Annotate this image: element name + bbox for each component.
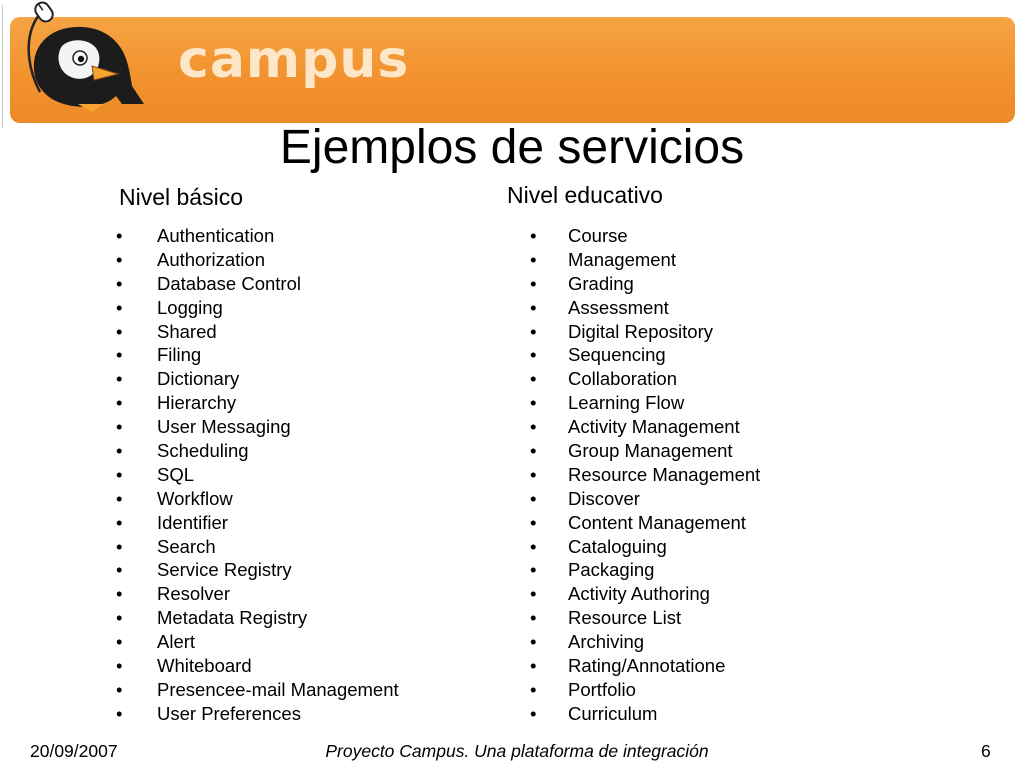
bullet-marker: •: [116, 535, 123, 557]
page-number: 6: [981, 741, 991, 761]
penguin-mascot-icon: [18, 0, 148, 118]
list-item-label: Grading: [568, 272, 634, 294]
list-item-label: Search: [157, 535, 216, 557]
bullet-marker: •: [116, 463, 123, 485]
list-item-label: Digital Repository: [568, 320, 713, 342]
list-item-label: Portfolio: [568, 678, 636, 700]
list-item-label: User Messaging: [157, 416, 291, 438]
bullet-marker: •: [116, 678, 123, 700]
list-item-label: Filing: [157, 344, 202, 366]
list-item-label: Authentication: [157, 225, 275, 246]
list-item-label: Discover: [568, 487, 640, 509]
list-item-label: Resolver: [157, 583, 230, 605]
bullet-marker: •: [530, 463, 537, 485]
list-item-label: Whiteboard: [157, 655, 252, 677]
list-item-label: Packaging: [568, 559, 655, 581]
list-item-label: Course: [568, 225, 628, 246]
bullet-marker: •: [116, 583, 123, 605]
bullet-marker: •: [530, 702, 537, 724]
list-item-label: Logging: [157, 296, 223, 318]
bullet-marker: •: [116, 368, 123, 390]
bullet-marker: •: [530, 583, 537, 605]
list-item-label: Identifier: [157, 511, 228, 533]
list-item-label: Management: [568, 248, 676, 270]
bullet-marker: •: [530, 655, 537, 677]
bullet-marker: •: [530, 487, 537, 509]
brand-wordmark: campus: [178, 30, 410, 90]
header-banner: [10, 17, 1015, 123]
footer-caption: Proyecto Campus. Una plataforma de integración: [325, 741, 709, 761]
bullet-marker: •: [116, 320, 123, 342]
list-item-label: User Preferences: [157, 702, 301, 724]
bullet-marker: •: [530, 631, 537, 653]
list-item-label: Authorization: [157, 248, 265, 270]
list-item-label: Metadata Registry: [157, 607, 308, 629]
list-item-label: Shared: [157, 320, 217, 342]
footer-date: 20/09/2007: [30, 741, 118, 761]
bullet-marker: •: [530, 368, 537, 390]
bullet-marker: •: [116, 607, 123, 629]
slide-title: Ejemplos de servicios: [279, 121, 745, 174]
bullet-marker: •: [116, 296, 123, 318]
bullet-marker: •: [530, 225, 537, 246]
bullet-marker: •: [116, 487, 123, 509]
bullet-marker: •: [116, 416, 123, 438]
list-item-label: Activity Management: [568, 416, 740, 438]
list-item-label: Workflow: [157, 487, 233, 509]
bullet-marker: •: [116, 272, 123, 294]
bullet-marker: •: [116, 511, 123, 533]
bullet-marker: •: [530, 678, 537, 700]
bullet-marker: •: [530, 607, 537, 629]
list-item-label: Resource Management: [568, 463, 761, 485]
bullet-marker: •: [530, 416, 537, 438]
bullet-marker: •: [116, 631, 123, 653]
list-item-label: Resource List: [568, 607, 682, 629]
list-item-label: Assessment: [568, 296, 669, 318]
bullet-marker: •: [116, 344, 123, 366]
list-item-label: Rating/Annotatione: [568, 655, 726, 677]
list-item-label: Presencee-mail Management: [157, 678, 399, 700]
bullet-marker: •: [530, 296, 537, 318]
list-item-label: Sequencing: [568, 344, 666, 366]
list-item-label: Service Registry: [157, 559, 292, 581]
bullet-marker: •: [116, 248, 123, 270]
list-item-label: Content Management: [568, 511, 746, 533]
list-item-label: Group Management: [568, 440, 733, 462]
list-item-label: Database Control: [157, 272, 301, 294]
bullet-marker: •: [530, 320, 537, 342]
list-item-label: Cataloguing: [568, 535, 667, 557]
list-item-label: Curriculum: [568, 702, 658, 724]
bullet-marker: •: [116, 440, 123, 462]
bullet-marker: •: [116, 559, 123, 581]
list-item-label: Dictionary: [157, 368, 240, 390]
list-item-label: Archiving: [568, 631, 645, 653]
list-item-label: Collaboration: [568, 368, 678, 390]
bullet-marker: •: [116, 225, 123, 246]
bullet-marker: •: [530, 535, 537, 557]
column-heading-educational: Nivel educativo: [507, 182, 663, 208]
bullet-marker: •: [530, 511, 537, 533]
list-item-label: Learning Flow: [568, 392, 685, 414]
bullet-marker: •: [530, 440, 537, 462]
bullet-marker: •: [530, 344, 537, 366]
left-rule: [2, 5, 3, 128]
list-item-label: SQL: [157, 463, 195, 485]
bullet-marker: •: [116, 655, 123, 677]
bullet-marker: •: [530, 559, 537, 581]
list-item-label: Scheduling: [157, 440, 249, 462]
list-item-label: Hierarchy: [157, 392, 237, 414]
bullet-marker: •: [116, 392, 123, 414]
list-item-label: Activity Authoring: [568, 583, 710, 605]
bullet-marker: •: [116, 702, 123, 724]
list-item-label: Alert: [157, 631, 196, 653]
bullet-marker: •: [530, 272, 537, 294]
bullet-marker: •: [530, 392, 537, 414]
bullet-marker: •: [530, 248, 537, 270]
column-heading-basic: Nivel básico: [119, 184, 243, 210]
